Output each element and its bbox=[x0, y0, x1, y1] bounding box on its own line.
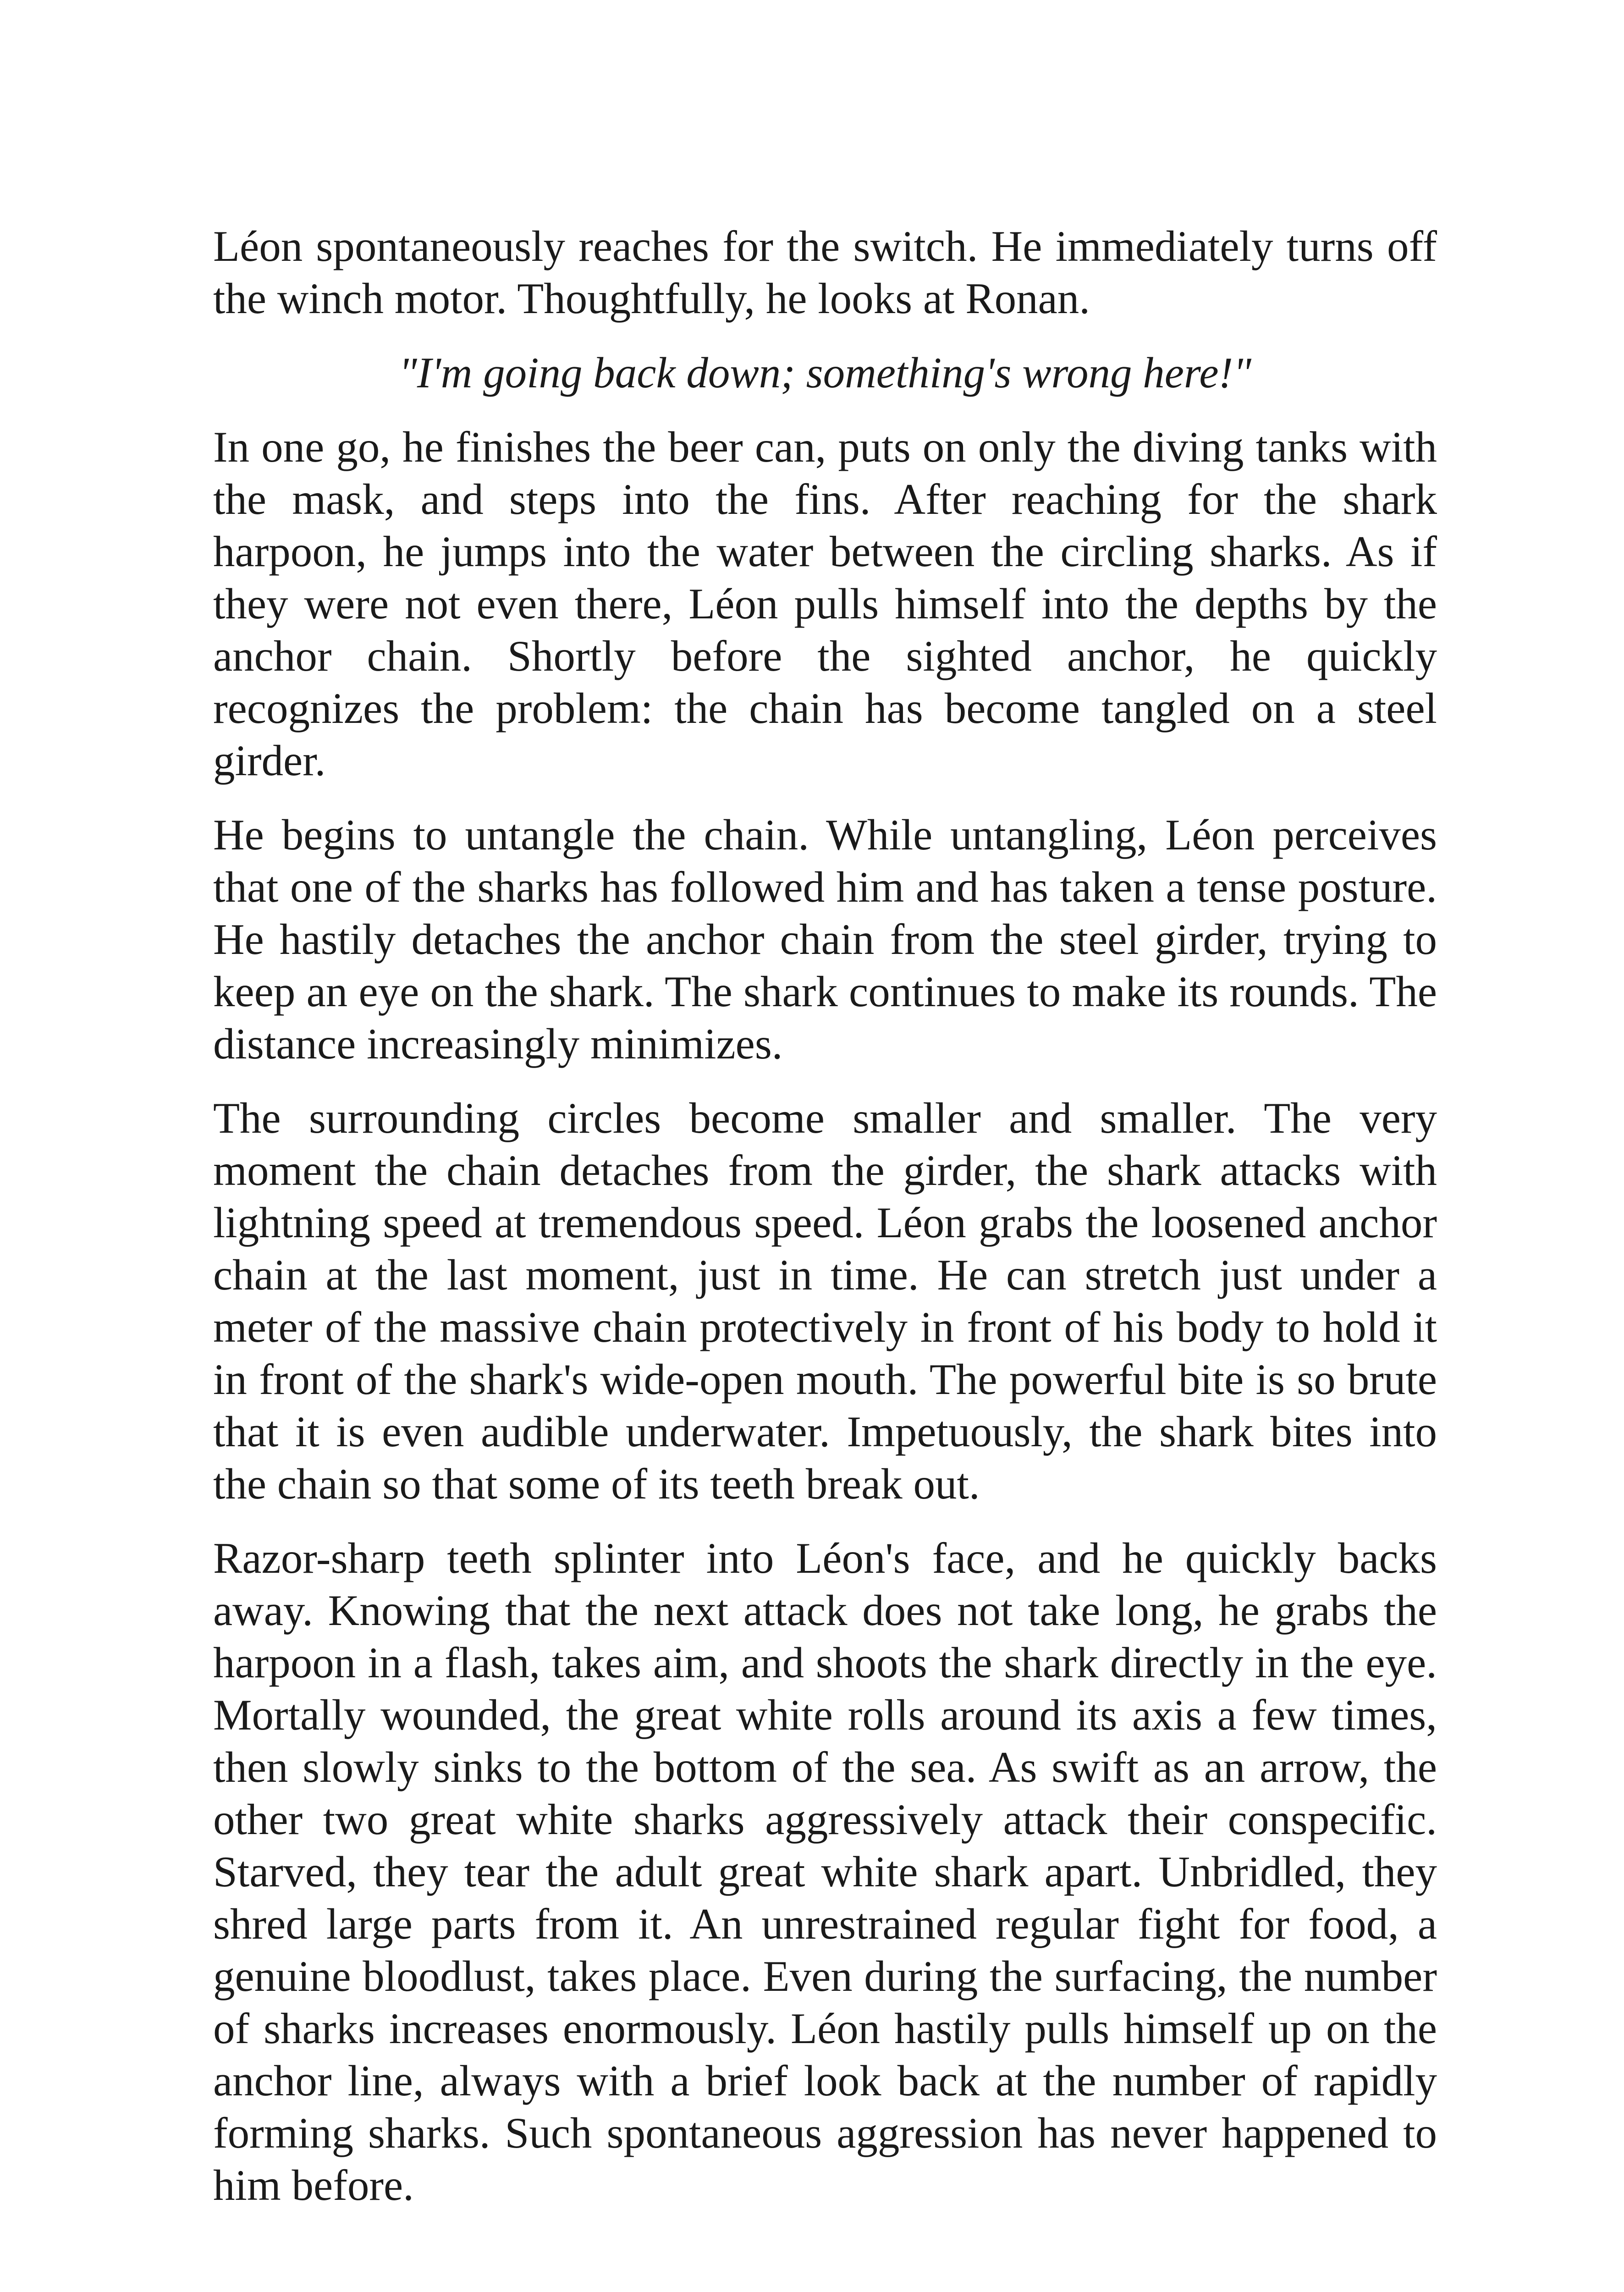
paragraph-2: In one go, he finishes the beer can, puts on only the diving tanks with the mask, and steps into the fins. After reaching for the shark harpoon, he jumps into the water between the circling sharks. As if they were not even there, Léon pulls himself into the depths by the anchor chain. Shortly before the sighted anchor, he quickly recognizes the problem: the chain has become tangled on a steel girder. bbox=[213, 423, 1437, 785]
dialogue-quote: "I'm going back down; something's wrong here!" bbox=[398, 348, 1252, 397]
paragraph-5: Razor-sharp teeth splinter into Léon's face, and he quickly backs away. Knowing that the next attack does not take long, he grabs the harpoon in a flash, takes aim, and shoots the shark directly in the eye. Mortally wounded, the great white rolls around its axis a few times, then slowly sinks to the bottom of the sea. As swift as an arrow, the other two great white sharks aggressively attack their conspecific. Starved, they tear the adult great white shark apart. Unbridled, they shred large parts from it. An unrestrained regular fight for food, a genuine bloodlust, takes place. Even during the surfacing, the number of sharks increases enormously. Léon hastily pulls himself up on the anchor line, always with a brief look back at the number of rapidly forming sharks. Such spontaneous aggression has never happened to him before. bbox=[213, 1534, 1437, 2209]
paragraph-4: The surrounding circles become smaller and smaller. The very moment the chain detaches from the girder, the shark attacks with lightning speed at tremendous speed. Léon grabs the loosened anchor chain at the last moment, just in time. He can stretch just under a meter of the massive chain protectively in front of his body to hold it in front of the shark's wide-open mouth. The powerful bite is so brute that it is even audible underwater. Impetuously, the shark bites into the chain so that some of its teeth break out. bbox=[213, 1094, 1437, 1508]
paragraph-3: He begins to untangle the chain. While untangling, Léon perceives that one of the sharks has followed him and has taken a tense posture. He hastily detaches the anchor chain from the steel girder, trying to keep an eye on the shark. The shark continues to make its rounds. The distance increasingly minimizes. bbox=[213, 810, 1437, 1068]
paragraph-1: Léon spontaneously reaches for the switch. He immediately turns off the winch motor. Thoughtfully, he looks at Ronan. bbox=[213, 222, 1437, 323]
body-text bbox=[213, 220, 1437, 2233]
